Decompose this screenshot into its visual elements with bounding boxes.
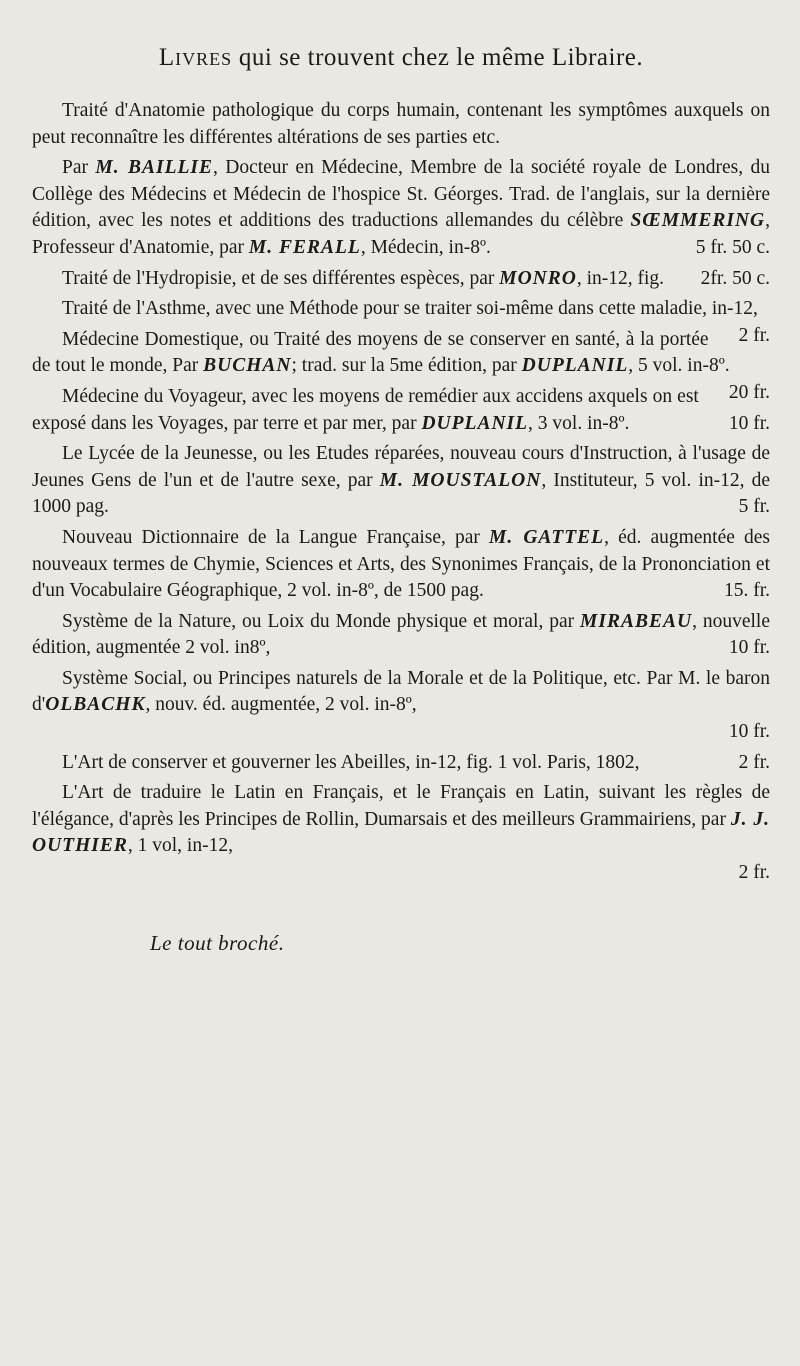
entry-text-pre: Le Lycée de la Jeunesse, ou les Etudes réparées, nouveau cours d'Instruction, à l'usage de Jeunes Gens de l'un et de l'autre sexe, par [32,443,770,491]
entry-text-post: , 3 vol. in-8º. [528,412,630,434]
entry-text-mid-2: , Professeur d'Anatomie, par [32,210,771,258]
entry-price: 20 fr. [728,381,770,403]
entry-text-pre: Médecine Domestique, ou Traité des moyens de se conserver en santé, à la portée de tout le monde, Par [32,328,709,377]
entry-text-post: , in-12, fig. [576,267,665,289]
entry-price: 2 fr. [738,751,770,773]
book-entry-anatomie [32,98,770,151]
entry-text: Traité d'Anatomie pathologique du corps humain, contenant les symptômes auxquels on peut reconnaître les différentes altérations de ses parties etc. [32,100,770,148]
book-entry-abeilles [32,750,770,777]
book-entry-hydropisie [32,266,770,293]
entry-author: M. BAILLIE [95,157,213,179]
entry-author: M. GATTEL [489,526,605,548]
entry-price: 15. fr. [723,580,770,602]
entry-text-post: , 1 vol, in-12, [127,835,233,857]
entry-price: 2 fr. [738,862,770,884]
book-entry-systeme-social [32,666,770,746]
entry-text-pre: L'Art de conserver et gouverner les Abeilles, in-12, fig. 1 vol. Paris, 1802, [62,751,640,773]
entry-author: M. MOUSTALON [379,469,542,491]
entry-text-mid: , Docteur en Médecine, Membre de la société royale de Londres, du Collège des Médecins et Médecin de l'hospice St. Géorges. Trad. de l'anglais, sur la dernière édition, avec les notes et additions des traductions allemandes du célèbre [32,157,770,232]
entry-text-post: , Médecin, in-8º. [360,236,491,258]
book-entry-systeme-nature [32,609,770,662]
entry-price: 2 fr. [738,324,770,346]
entry-price: 2fr. 50 c. [700,267,770,289]
entry-text-pre: Système de la Nature, ou Loix du Monde physique et moral, par [62,610,575,632]
heading-first-word: Livres [158,44,233,71]
entry-author-3: M. FERALL [248,236,361,258]
entry-text-post: , nouv. éd. augmentée, 2 vol. in-8º, [145,694,417,716]
entry-text-pre: Traité de l'Asthme, avec une Méthode pour se traiter soi-même dans cette maladie, in-12, [62,298,758,320]
entry-price: 10 fr. [728,412,770,434]
page-heading [32,44,770,72]
entry-author: DUPLANIL [421,412,529,434]
entry-author-2: DUPLANIL [521,355,629,377]
book-entry-baillie [32,155,770,261]
entry-price: 5 fr. [738,496,770,518]
entry-text-mid: ; trad. sur la 5me édition, par [291,355,517,377]
entry-author: OLBACHK [45,694,146,716]
heading-rest: qui se trouvent chez le même Libraire. [238,44,644,71]
entry-text-pre: Nouveau Dictionnaire de la Langue Française, par [62,526,480,548]
book-entry-medecine-voyageur [32,384,770,437]
entry-author: BUCHAN [203,355,292,377]
entry-text-pre: Par [62,157,88,179]
book-entry-asthme [32,296,770,346]
book-entry-dictionnaire [32,525,770,605]
book-entry-lycee [32,441,770,521]
entry-text-pre: L'Art de traduire le Latin en Français, et le Français en Latin, suivant les règles de l'élégance, d'après les Principes de Rollin, Dumarsais et des meilleurs Grammairiens, par [32,782,770,830]
entry-price: 10 fr. [728,637,770,659]
entry-author: MIRABEAU [580,610,693,632]
book-entry-medecine-domestique [32,327,770,403]
entry-text-post: , éd. augmentée des nouveaux termes de Chymie, Sciences et Arts, des Synonimes Français, de la Prononciation et d'un Vocabulaire Géographique, 2 vol. in-8º, de 1500 pag. [32,526,771,602]
entry-author: MONRO [499,267,577,289]
entry-text-post: , Instituteur, 5 vol. in-12, de 1000 pag. [32,469,771,518]
entry-price: 10 fr. [728,721,770,743]
entry-price: 5 fr. 50 c. [695,236,770,258]
entry-text-pre: Médecine du Voyageur, avec les moyens de remédier aux accidens axquels on est exposé dans les Voyages, par terre et par mer, par [32,385,699,434]
entry-text-post: , nouvelle édition, augmentée 2 vol. in8º, [32,610,770,659]
book-entry-art-traduire [32,780,770,886]
entry-text-pre: Système Social, ou Principes naturels de la Morale et de la Politique, etc. Par M. le baron d' [32,667,770,716]
entry-author-2: SŒMMERING [630,210,766,232]
entry-text-pre: Traité de l'Hydropisie, et de ses différentes espèces, par [62,267,495,289]
closing-note: Le tout broché. [150,930,285,955]
entry-author: J. J. OUTHIER [32,808,771,857]
entry-text-post: , 5 vol. in-8º. [628,355,730,377]
